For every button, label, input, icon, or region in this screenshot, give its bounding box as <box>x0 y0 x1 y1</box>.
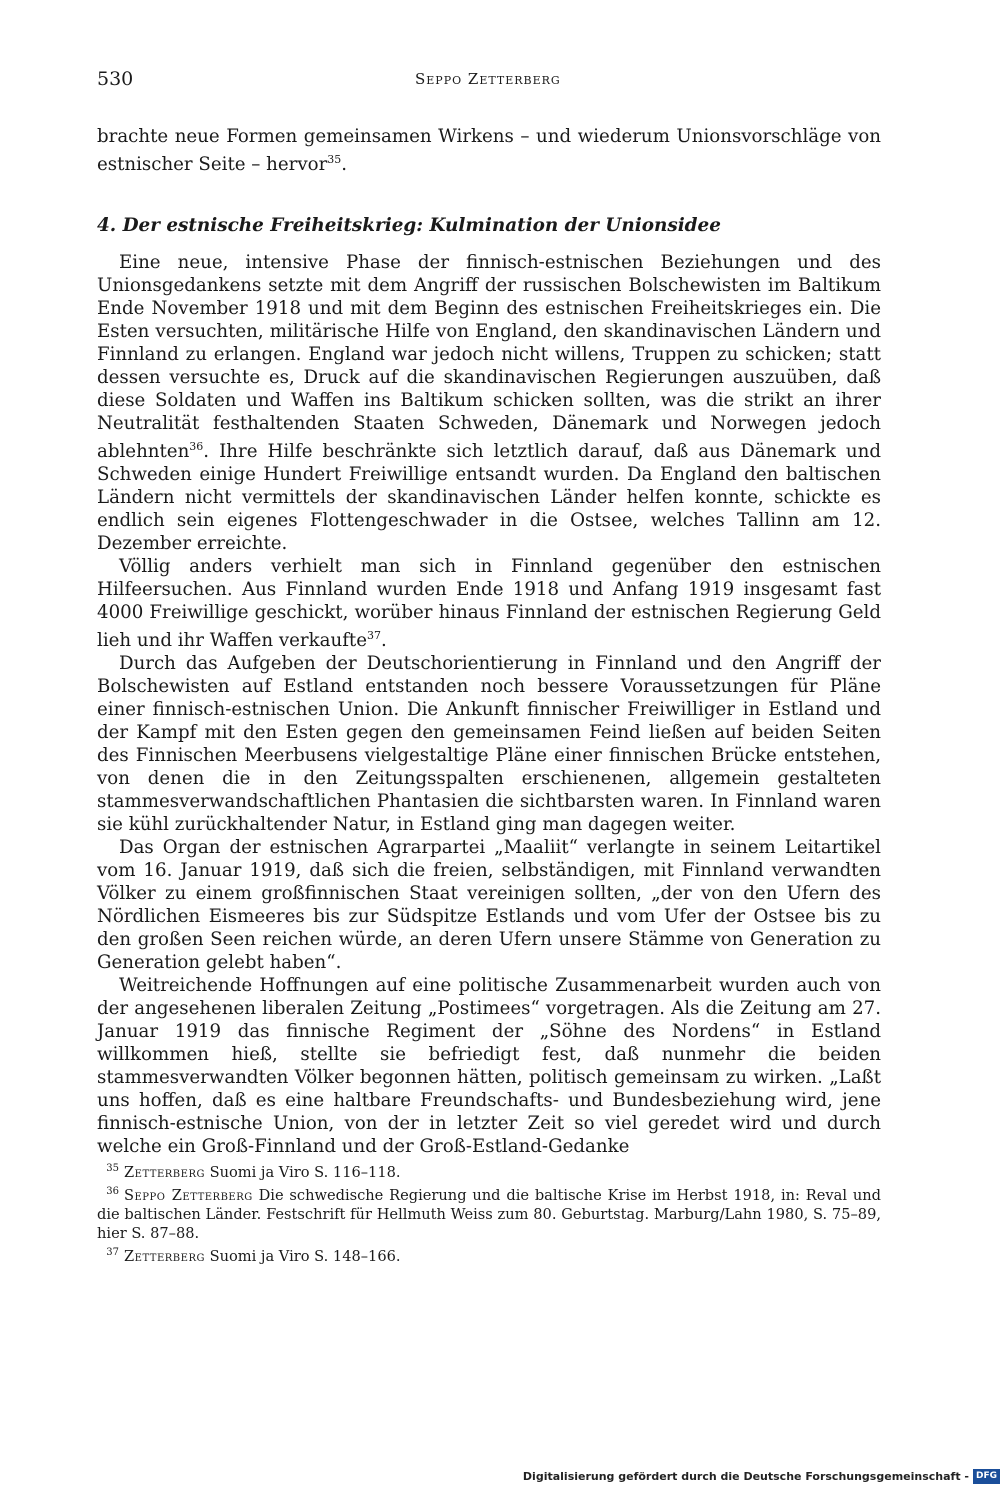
dfg-logo: DFG <box>973 1469 1000 1484</box>
footnote-author: Zetterberg <box>124 1247 205 1265</box>
paragraph-2: Völlig anders verhielt man sich in Finnland gegenüber den estnischen Hilfeersuchen. Aus Finnland wurden Ende 1918 und Anfang 1919 insgesamt fast 4000 Freiwillige geschickt, worüber hinaus Finnland der estnischen Regierung Geld lieh und ihr Waffen verkaufte$^{37}$. <box>97 556 881 652</box>
footnote-author: Zetterberg <box>124 1163 205 1181</box>
footer-text: Digitalisierung gefördert durch die Deutsche Forschungsgemeinschaft - <box>522 1469 969 1483</box>
footnote-author: Seppo Zetterberg <box>124 1186 253 1204</box>
section-heading: 4. Der estnische Freiheitskrieg: Kulmination der Unionsidee <box>97 215 721 237</box>
footnotes <box>97 1159 881 1266</box>
footnote-ref[interactable]: 36 <box>189 440 204 454</box>
main-text <box>97 125 881 1158</box>
continuation-paragraph: brachte neue Formen gemeinsamen Wirkens – und wiederum Unionsvorschläge von estnischer Seite – hervor$^{35}$. <box>97 126 881 176</box>
footnote-ref[interactable]: 37 <box>367 629 381 643</box>
footnote-number: 36 <box>106 1185 119 1197</box>
running-head: Seppo Zetterberg <box>415 70 561 88</box>
digitization-footer <box>523 1467 1000 1485</box>
footnote-number: 35 <box>106 1163 119 1174</box>
footnote: $^{37}$ Zetterberg Suomi ja Viro S. 148–166. <box>97 1243 881 1266</box>
page-header <box>0 68 1000 102</box>
page-number: 530 <box>97 68 134 90</box>
footnote: $^{36}$ Seppo Zetterberg Die schwedische Regierung und die baltische Krise im Herbst 1918, in: Reval und die baltischen Länder. Festschrift für Hellmuth Weiss zum 80. Geburtstag. Marburg/Lahn 1980, S. 75–89, hier S. 87–88. <box>97 1182 881 1243</box>
paragraph-4: Das Organ der estnischen Agrarpartei „Maaliit“ verlangte in seinem Leitartikel vom 16. Januar 1919, daß sich die freien, selbständigen, mit Finnland verwandten Völker zu einem großfinnischen Staat vereinigen sollten, „der von den Ufern des Nördlichen Eismeeres bis zur Südspitze Estlands und vom Ufer der Ostsee bis zu den großen Seen reichen würde, an deren Ufern unsere Stämme von Generation zu Generation gelebt haben“. <box>97 837 881 974</box>
footnote-number: 37 <box>106 1246 119 1258</box>
footnote-ref[interactable]: 35 <box>327 153 342 166</box>
paragraph-3: Durch das Aufgeben der Deutschorientierung in Finnland und den Angriff der Bolschewisten auf Estland entstanden noch bessere Voraussetzungen für Pläne einer finnisch-estnischen Union. Die Ankunft finnischer Freiwilliger in Estland und der Kampf mit den Esten gegen den gemeinsamen Feind ließen auf beiden Seiten des Finnischen Meerbusens vielgestaltige Pläne einer finnischen Brücke entstehen, von denen die in den Zeitungsspalten erschienenen, allgemein gestalteten stammesverwandschaftlichen Phantasien die sichtbarsten waren. In Finnland waren sie kühl zurückhaltender Natur, in Estland ging man dagegen weiter. <box>97 653 881 836</box>
paragraph-1: Eine neue, intensive Phase der finnisch-estnischen Beziehungen und des Unionsgedankens setzte mit dem Angriff der russischen Bolschewisten im Baltikum Ende November 1918 und mit dem Beginn des estnischen Freiheitskrieges ein. Die Esten versuchten, militärische Hilfe von England, den skandinavischen Ländern und Finnland zu erlangen. England war jedoch nicht willens, Truppen zu schicken; statt dessen versuchte es, Druck auf die skandinavischen Regierungen auszuüben, daß diese Soldaten und Waffen ins Baltikum schicken sollten, was die strikt an ihrer Neutralität festhaltenden Staaten Schweden, Dänemark und Norwegen jedoch ablehnten$^{36}$. Ihre Hilfe beschränkte sich letztlich darauf, daß aus Dänemark und Schweden einige Hundert Freiwillige entsandt wurden. Da England den baltischen Ländern nicht vermittels der skandinavischen Länder helfen konnte, schickte es endlich sein eigenes Flottengeschwader in die Ostsee, welches Tallinn am 12. Dezember erreichte. <box>97 252 881 555</box>
footnote: $^{35}$ Zetterberg Suomi ja Viro S. 116–118. <box>97 1159 881 1182</box>
paragraph-5: Weitreichende Hoffnungen auf eine politische Zusammenarbeit wurden auch von der angesehenen liberalen Zeitung „Postimees“ vorgetragen. Als die Zeitung am 27. Januar 1919 das finnische Regiment der „Söhne des Nordens“ in Estland willkommen hieß, stellte sie befriedigt fest, daß nunmehr die beiden stammesverwandten Völker begonnen hätten, politisch gemeinsam zu wirken. „Laßt uns hoffen, daß es eine haltbare Freundschafts- und Bundesbeziehung wird, jene finnisch-estnische Union, von der in letzter Zeit so viel geredet wird und durch welche ein Groß-Finnland und der Groß-Estland-Gedanke <box>97 975 881 1158</box>
